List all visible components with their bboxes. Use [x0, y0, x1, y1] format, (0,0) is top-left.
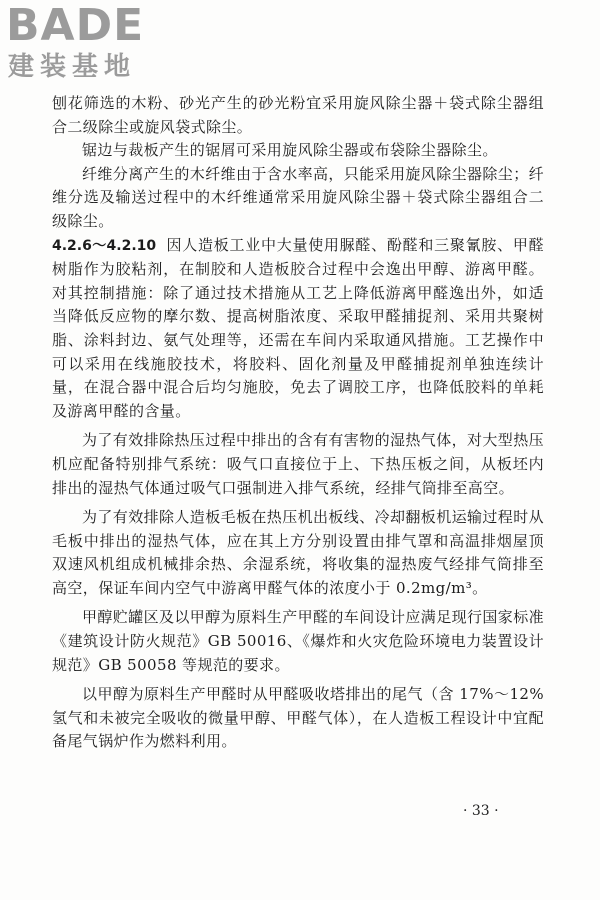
section-text: 因人造板工业中大量使用脲醛、酚醛和三聚氰胺、甲醛树脂作为胶粘剂，在制胶和人造板胶合过程中会逸出甲醇、游离甲醛。对其控制措施：除了通过技术措施从工艺上降低游离甲醛逸出外，如适当降低反应物的摩尔数、提高树脂浓度、采取甲醛捕捉剂、采用共聚树脂、涂料封边、氨气处理等，还需在车间内采取通风措施。工艺操作中可以采用在线施胶技术，将胶料、固化剂量及甲醛捕捉剂单独连续计量，在混合器中混合后均匀施胶，免去了调胶工序，也降低胶料的单耗及游离甲醛的含量。: [52, 235, 544, 420]
watermark-logo: [6, 2, 181, 86]
paragraph-sawdust-removal: 锯边与裁板产生的锯屑可采用旋风除尘器或布袋除尘器除尘。: [82, 141, 498, 160]
paragraph-fiber-removal: 纤维分离产生的木纤维由于含水率高，只能采用旋风除尘器除尘；纤维分选及输送过程中的木纤维通常采用旋风除尘器＋袋式除尘器组合二级除尘。: [52, 164, 545, 230]
watermark-subtitle: 建装基地: [8, 52, 137, 82]
paragraph-board-line-exhaust: 为了有效排除人造板毛板在热压机出板线、冷却翻板机运输过程时从毛板中排出的湿热气体，应在其上方分别设置由排气罩和高温排烟屋顶双速风机组成机械排余热、余湿系统，将收集的湿热废气经排气筒排至高空，保证车间内空气中游离甲醛气体的浓度小于 0.2mg/m³。: [52, 508, 545, 597]
paragraph-hot-press-exhaust: 为了有效排除热压过程中排出的含有有害物的湿热气体，对大型热压机应配备特别排气系统：吸气口直接位于上、下热压板之间，从板坯内排出的湿热气体通过吸气口强制进入排气系统，经排气筒排至高空。: [52, 431, 545, 497]
paragraph-dust-removal-wood-powder: 刨花筛选的木粉、砂光产生的砂光粉宜采用旋风除尘器＋袋式除尘器组合二级除尘或旋风袋式除尘。: [52, 94, 544, 136]
watermark-brand: BADE: [6, 0, 145, 51]
body-text: [52, 92, 544, 754]
page-number: · 33 ·: [463, 803, 499, 819]
paragraph-methanol-storage: 甲醇贮罐区及以甲醇为原料生产甲醛的车间设计应满足现行国家标准《建筑设计防火规范》GB 50016、《爆炸和火灾危险环境电力装置设计规范》GB 50058 等规范的要求。: [52, 608, 545, 674]
paragraph-section-4-2-6: [52, 234, 544, 424]
section-number: 4.2.6～4.2.10: [52, 237, 157, 254]
paragraph-tail-gas-boiler: 以甲醇为原料生产甲醛时从甲醛吸收塔排出的尾气（含 17%～12%氢气和未被完全吸收的微量甲醇、甲醛气体），在人造板工程设计中宜配备尾气锅炉作为燃料利用。: [52, 685, 544, 751]
